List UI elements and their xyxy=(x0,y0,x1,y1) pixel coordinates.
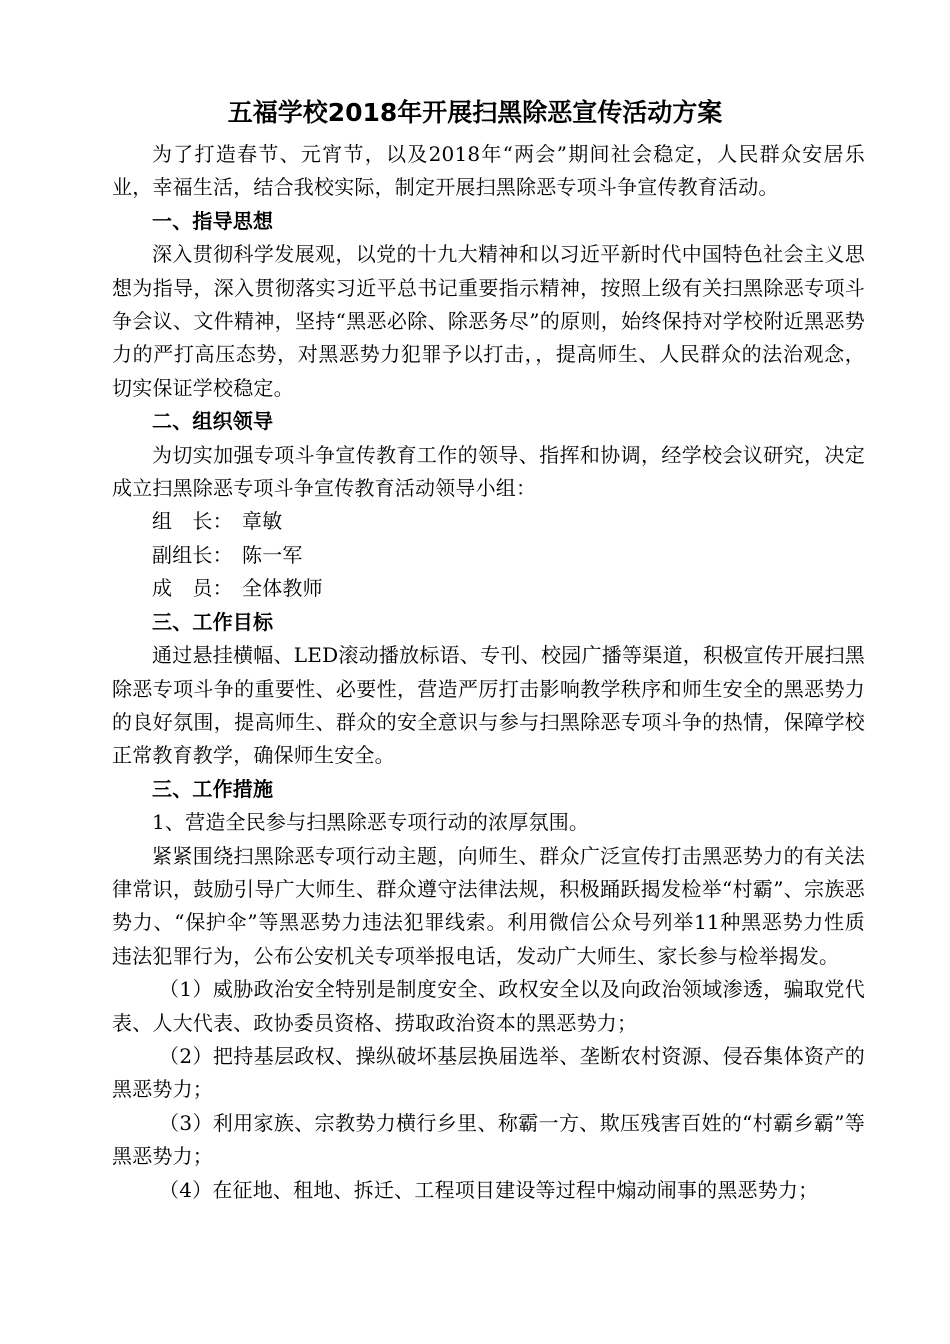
members-line xyxy=(152,572,865,605)
list-item: （2）把持基层政权、操纵破坏基层换届选举、垄断农村资源、侵吞集体资产的黑恶势力； xyxy=(112,1043,865,1102)
deputy-leader-name: 陈一军 xyxy=(242,542,303,567)
members-label: 成 员： xyxy=(152,576,233,601)
section-heading-work-measures: 三、工作措施 xyxy=(152,776,274,801)
list-item: （3）利用家族、宗教势力横行乡里、称霸一方、欺压残害百姓的“村霸乡霸”等黑恶势力； xyxy=(112,1110,865,1169)
section-heading-guiding-thought: 一、指导思想 xyxy=(152,208,274,233)
deputy-leader-line xyxy=(152,539,865,572)
section-heading-work-goals: 三、工作目标 xyxy=(152,609,274,634)
list-item: （4）在征地、租地、拆迁、工程项目建设等过程中煽动闹事的黑恶势力； xyxy=(159,1177,819,1202)
leader-name: 章敏 xyxy=(242,509,283,534)
guiding-thought-paragraph: 深入贯彻科学发展观，以党的十九大精神和以习近平新时代中国特色社会主义思想为指导，深入贯彻落实习近平总书记重要指示精神，按照上级有关扫黑除恶专项斗争会议、文件精神，坚持“黑恶必除、除恶务尽”的原则，始终保持对学校附近黑恶势力的严打高压态势，对黑恶势力犯罪予以打击，，提高师生、人民群众的法治观念，切实保证学校稳定。 xyxy=(112,242,865,400)
document-title: 五福学校2018年开展扫黑除恶宣传活动方案 xyxy=(227,98,723,127)
leader-line xyxy=(152,505,865,538)
deputy-leader-label: 副组长： xyxy=(152,542,233,567)
leader-label: 组 长： xyxy=(152,509,233,534)
measure-1-paragraph: 紧紧围绕扫黑除恶专项行动主题，向师生、群众广泛宣传打击黑恶势力的有关法律常识，鼓励引导广大师生、群众遵守法律法规，积极踊跃揭发检举“村霸”、宗族恶势力、“保护伞”等黑恶势力违法犯罪线索。利用微信公众号列举11种黑恶势力性质违法犯罪行为，公布公安机关专项举报电话，发动广大师生、家长参与检举揭发。 xyxy=(112,843,865,968)
list-item: （1）威胁政治安全特别是制度安全、政权安全以及向政治领域渗透，骗取党代表、人大代表、政协委员资格、捞取政治资本的黑恶势力； xyxy=(112,977,865,1035)
intro-paragraph: 为了打造春节、元宵节，以及2018年“两会”期间社会稳定，人民群众安居乐业，幸福生活，结合我校实际，制定开展扫黑除恶专项斗争宣传教育活动。 xyxy=(112,142,865,200)
work-goals-paragraph: 通过悬挂横幅、LED滚动播放标语、专刊、校园广播等渠道，积极宣传开展扫黑除恶专项斗争的重要性、必要性，营造严厉打击影响教学秩序和师生安全的黑恶势力的良好氛围，提高师生、群众的安全意识与参与扫黑除恶专项斗争的热情，保障学校正常教育教学，确保师生安全。 xyxy=(112,643,865,768)
measure-1-heading: 1、营造全民参与扫黑除恶专项行动的浓厚氛围。 xyxy=(152,810,590,835)
document-body xyxy=(112,138,865,1207)
organization-paragraph: 为切实加强专项斗争宣传教育工作的领导、指挥和协调，经学校会议研究，决定成立扫黑除恶专项斗争宣传教育活动领导小组： xyxy=(112,442,865,501)
members-name: 全体教师 xyxy=(242,576,323,601)
section-heading-organization: 二、组织领导 xyxy=(152,409,274,434)
